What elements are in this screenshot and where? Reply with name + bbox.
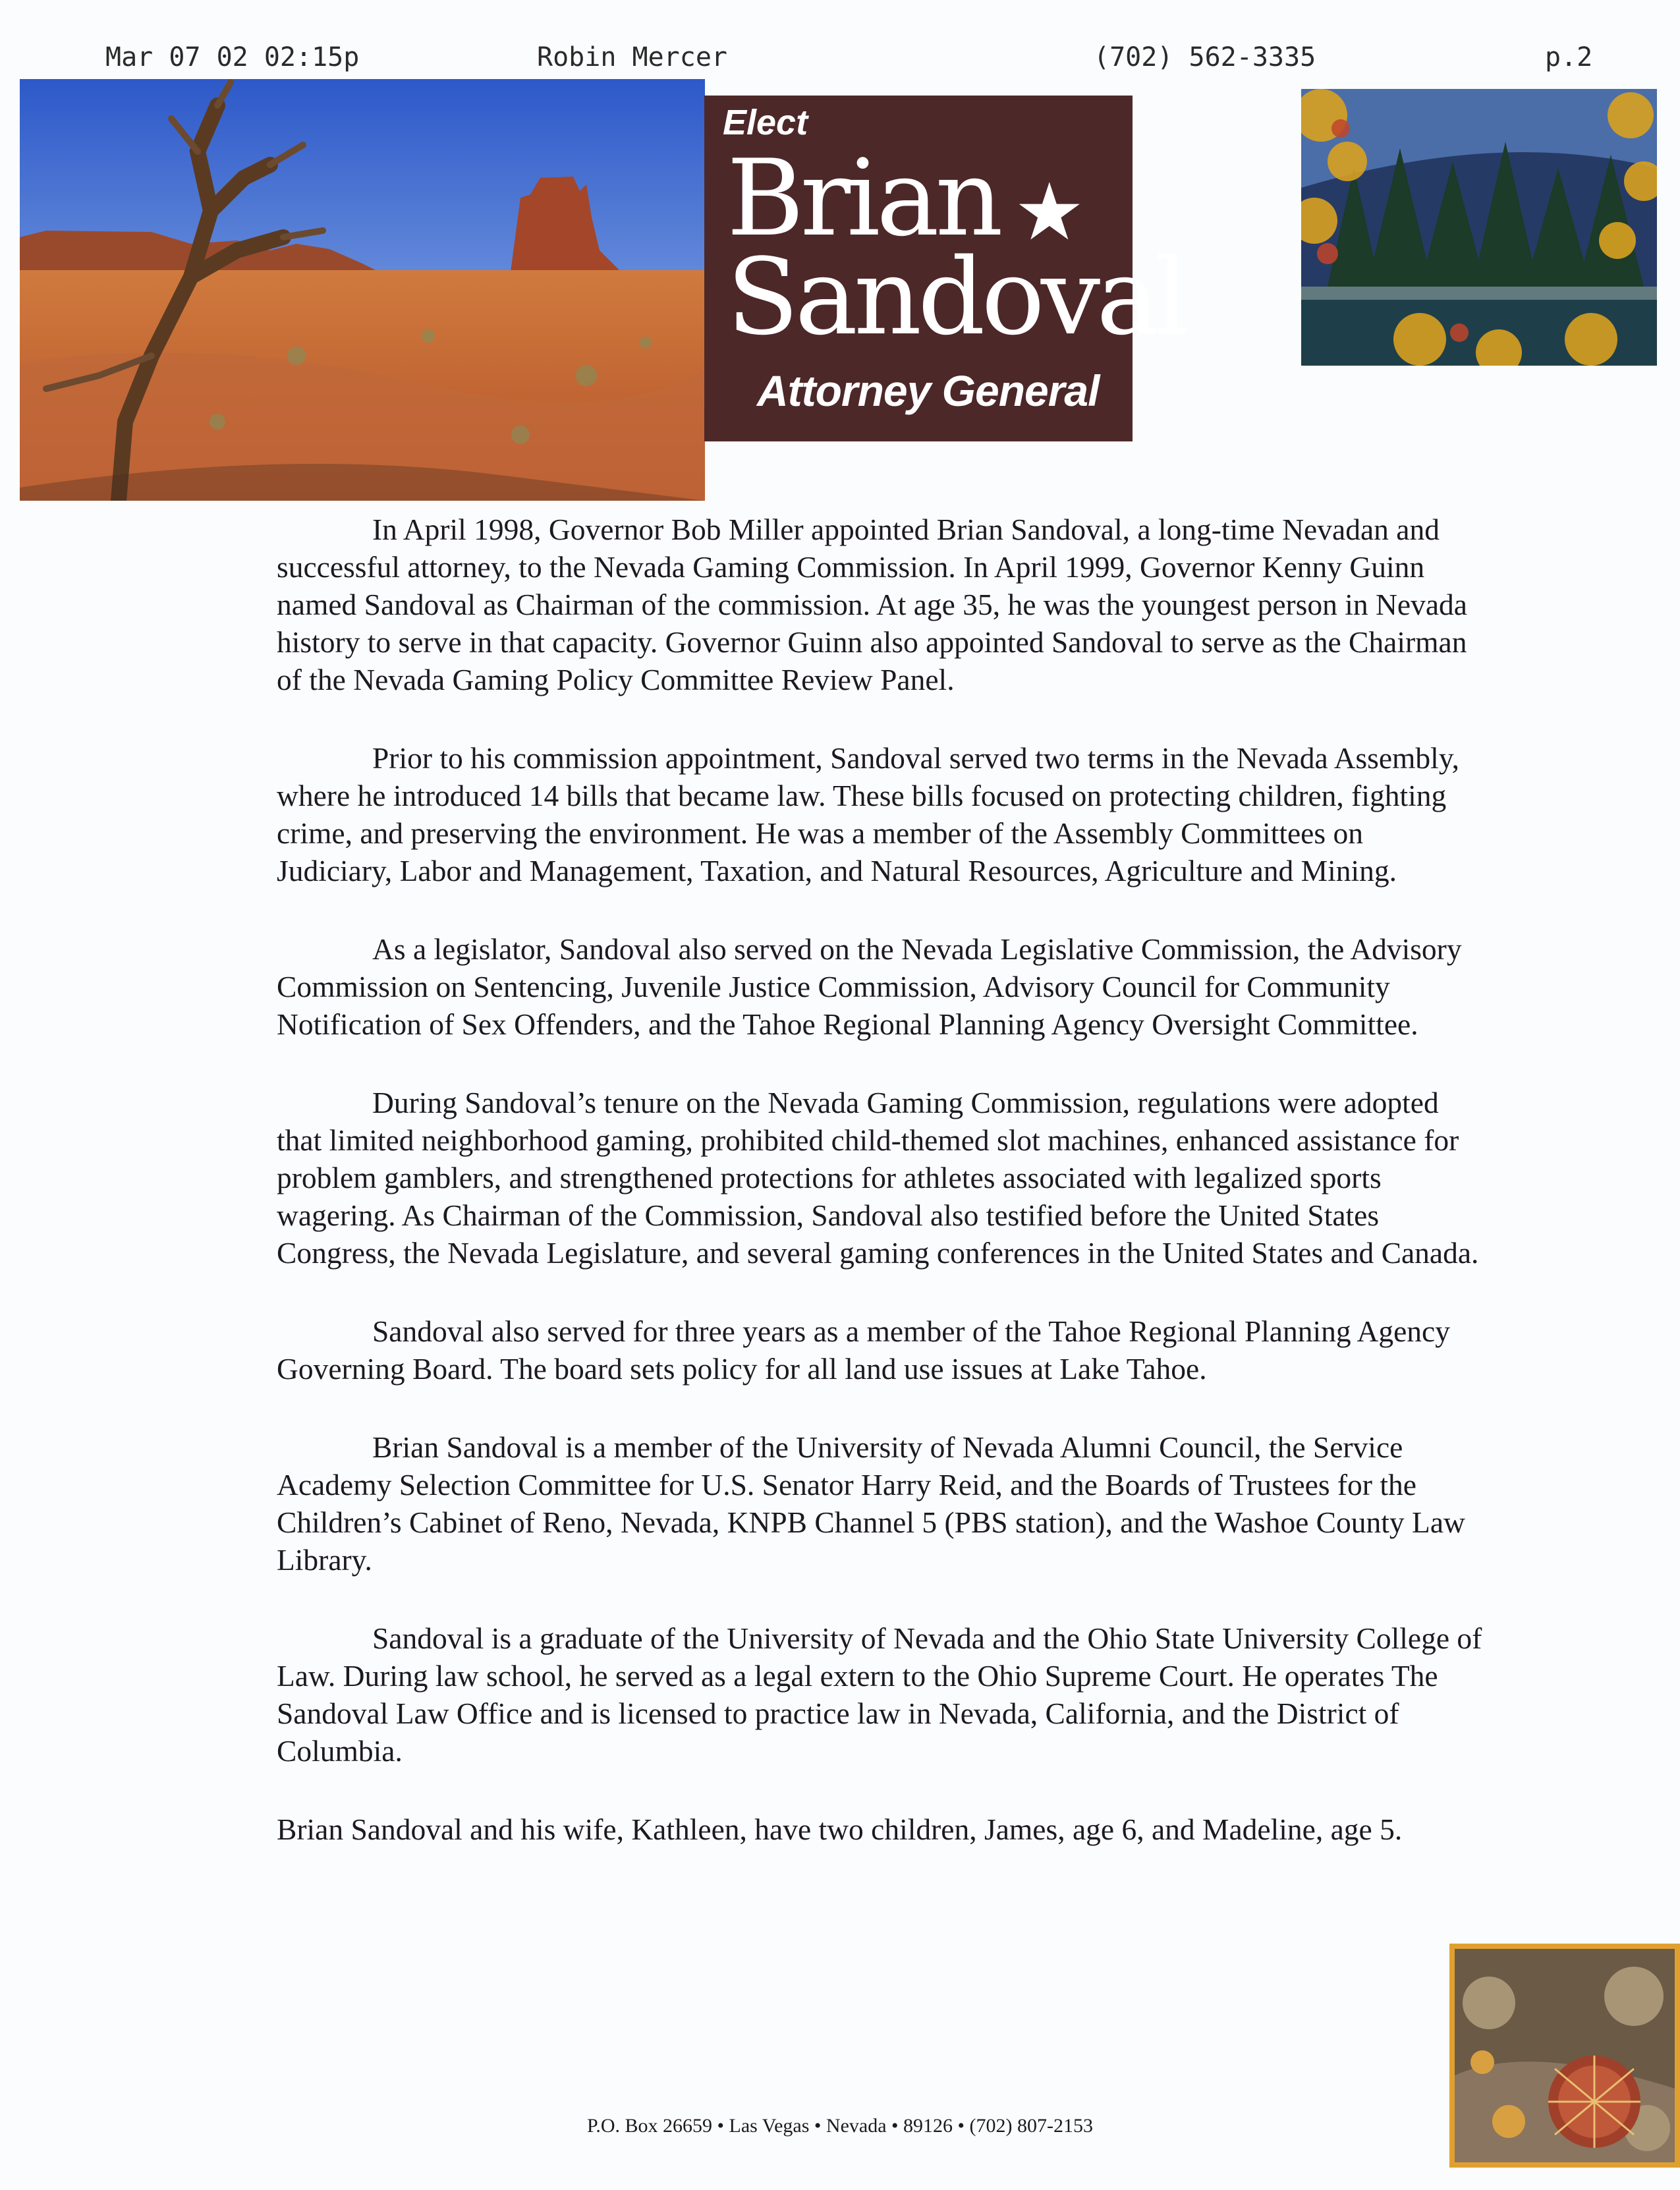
desert-photo [20, 79, 705, 501]
bio-paragraph-2: Prior to his commission appointment, Sandoval served two terms in the Nevada Assembly, where he introduced 14 bills that became law. These bills focused on protecting children, fighting crime, and preserving the environment. He was a member of the Assembly Committees on Judiciary, Labor and Management, Taxation, and Natural Resources, Agriculture and Mining. [277, 741, 1459, 887]
candidate-last-name: Sandoval [727, 235, 1185, 358]
bio-paragraph-8: Brian Sandoval and his wife, Kathleen, have two children, James, age 6, and Madeline, age 5. [277, 1812, 1403, 1846]
banner-elect-text: Elect [723, 103, 808, 142]
bio-paragraph-4: During Sandoval’s tenure on the Nevada Gaming Commission, regulations were adopted that limited neighborhood gaming, prohibited child-themed slot machines, enhanced assistance for problem gamblers, and strengthened protections for athletes associated with legalized sports wagering. As Chairman of the Commission, Sandoval also testified before the United States Congress, the Nevada Legislature, and several gaming conferences in the United States and Canada. [277, 1086, 1479, 1270]
biography-text [277, 511, 1482, 1889]
footer-address: P.O. Box 26659 • Las Vegas • Nevada • 89126 • (702) 807-2153 [586, 2115, 1094, 2137]
fax-phone: (702) 562-3335 [1094, 42, 1316, 72]
bio-paragraph-3: As a legislator, Sandoval also served on the Nevada Legislative Commission, the Advisory Commission on Sentencing, Juvenile Justice Commission, Advisory Council for Community Notification of Sex Offenders, and the Tahoe Regional Planning Agency Oversight Committee. [277, 932, 1462, 1041]
bio-paragraph-5: Sandoval also served for three years as a member of the Tahoe Regional Planning Agency Governing Board. The board sets policy for all land use issues at Lake Tahoe. [277, 1314, 1451, 1386]
forest-lake-photo [1301, 89, 1657, 366]
fax-header [0, 38, 1680, 78]
bio-paragraph-6: Brian Sandoval is a member of the University of Nevada Alumni Council, the Service Academy Selection Committee for U.S. Senator Harry Reid, and the Boards of Trustees for the Children’s Cabinet of Reno, Nevada, KNPB Channel 5 (PBS station), and the Washoe County Law Library. [277, 1430, 1465, 1577]
candidate-first-name: Brian [727, 136, 999, 260]
bio-paragraph-7: Sandoval is a graduate of the University of Nevada and the Ohio State University College of Law. During law school, he served as a legal extern to the Ohio Supreme Court. He operates The Sandoval Law Office and is licensed to practice law in Nevada, California, and the District of Columbia. [277, 1621, 1482, 1768]
campaign-banner [704, 96, 1185, 441]
fax-page-number: p.2 [1545, 42, 1593, 72]
bio-paragraph-1: In April 1998, Governor Bob Miller appointed Brian Sandoval, a long-time Nevadan and successful attorney, to the Nevada Gaming Commission. In April 1999, Governor Kenny Guinn named Sandoval as Chairman of the commission. At age 35, he was the youngest person in Nevada history to serve in that capacity. Governor Guinn also appointed Sandoval to serve as the Chairman of the Nevada Gaming Policy Committee Review Panel. [277, 513, 1467, 696]
fax-datetime: Mar 07 02 02:15p [105, 42, 360, 72]
fax-sender: Robin Mercer [537, 42, 727, 72]
banner-office-title: Attorney General [757, 366, 1100, 415]
star-icon: ★ [1014, 169, 1085, 256]
